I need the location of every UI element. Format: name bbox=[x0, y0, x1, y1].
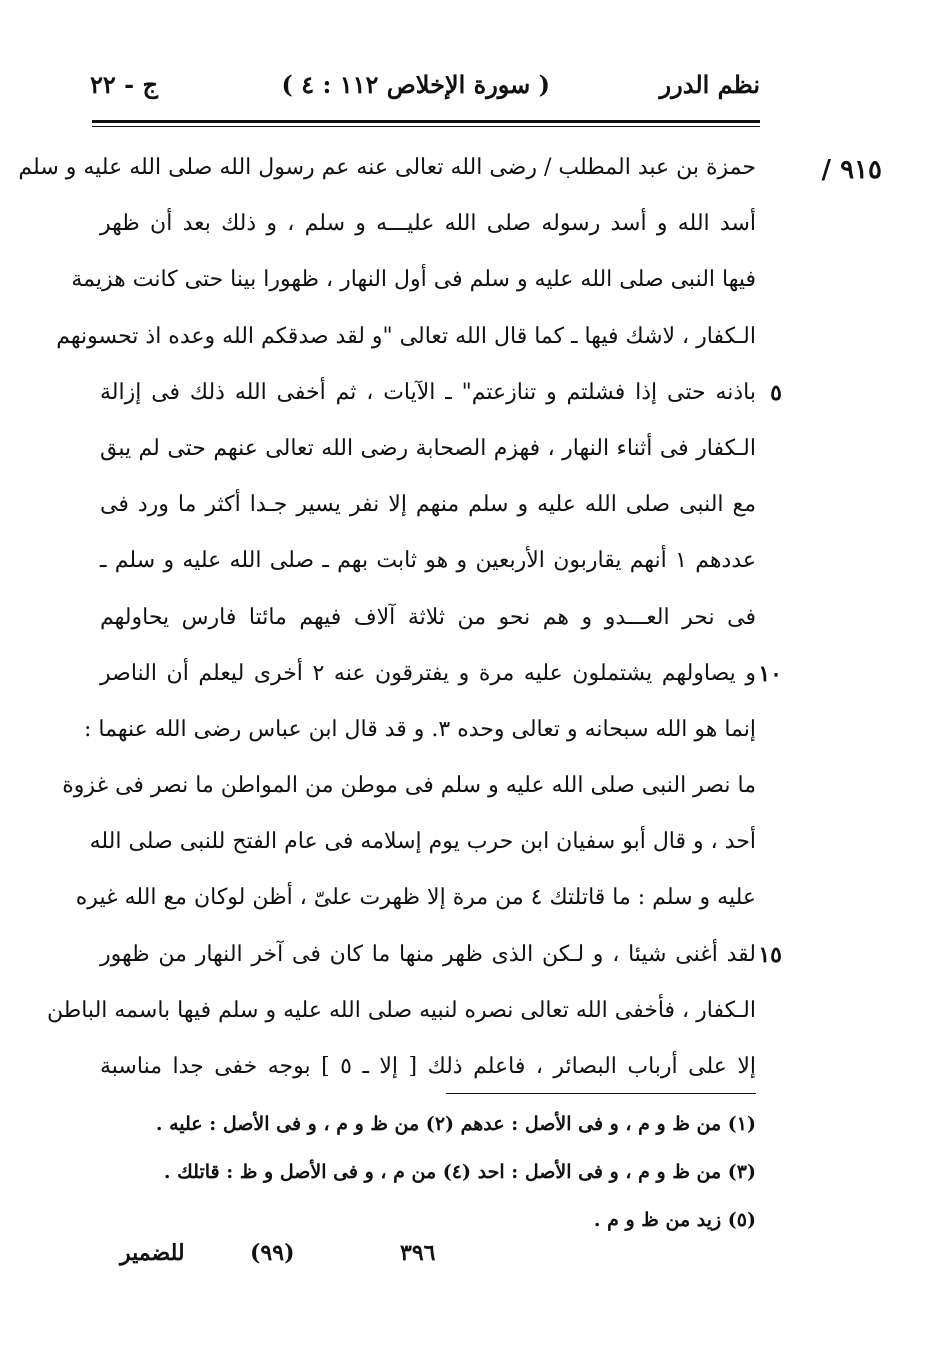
line-number-15: ١٥ bbox=[758, 941, 782, 968]
text-line: أحد ، و قال أبو سفيان ابن حرب يوم إسلامه فى عام الفتح للنبى صلى الله bbox=[89, 829, 756, 855]
text-line: حمزة بن عبد المطلب / رضى الله تعالى عنه عم رسول الله صلى الله عليه و سلم bbox=[18, 155, 756, 180]
volume-number: ج - ٢٢ bbox=[90, 70, 158, 99]
text-line: ما نصر النبى صلى الله عليه و سلم فى موطن من المواطن ما نصر فى غزوة bbox=[62, 773, 756, 799]
footnote-divider bbox=[446, 1093, 756, 1094]
line-number-10: ١٠ bbox=[758, 660, 782, 687]
book-title: نظم الدرر bbox=[659, 70, 760, 99]
text-line: باذنه حتى إذا فشلتم و تنازعتم" ـ الآيات ، ثم أخفى الله ذلك فى إزالة bbox=[100, 379, 756, 405]
footnote: (٣) من ظ و م ، و فى الأصل : احد (٤) من م ، و فى الأصل و ظ : قاتلك . bbox=[163, 1161, 756, 1183]
sheet-number: (٩٩) bbox=[250, 1240, 295, 1266]
page-footer bbox=[100, 1240, 756, 1280]
footnote: (١) من ظ و م ، و فى الأصل : عدهم (٢) من ظ و م ، و فى الأصل : عليه . bbox=[155, 1113, 756, 1135]
catchword: للضمير bbox=[120, 1240, 185, 1266]
header-rule-thick bbox=[92, 120, 760, 123]
surah-reference: ( سورة الإخلاص ١١٢ : ٤ ) bbox=[281, 70, 550, 99]
text-line: الـكفار ، فأخفى الله تعالى نصره لنبيه صلى الله عليه و سلم فيها باسمه الباطن bbox=[46, 997, 756, 1023]
line-number-5: ٥ bbox=[770, 379, 782, 406]
text-line: مع النبى صلى الله عليه و سلم منهم إلا نفر يسير جـدا أكثر ما ورد فى bbox=[100, 492, 756, 518]
footnote: (٥) زيد من ظ و م . bbox=[593, 1209, 756, 1231]
page-number: ٣٩٦ bbox=[400, 1240, 436, 1266]
manuscript-folio-mark: ٩١٥ / bbox=[821, 155, 882, 185]
main-text bbox=[18, 140, 757, 1095]
footnotes bbox=[100, 1100, 756, 1244]
text-line: الـكفار فى أثناء النهار ، فهزم الصحابة رضى الله تعالى عنهم حتى لم يبق bbox=[100, 435, 756, 461]
text-line: و يصاولهم يشتملون عليه مرة و يفترقون عنه ٢ أخرى ليعلم أن الناصر bbox=[100, 660, 757, 686]
text-line: الـكفار ، لاشك فيها ـ كما قال الله تعالى "و لقد صدقكم الله وعده اذ تحسونهم bbox=[56, 323, 756, 349]
text-line: فيها النبى صلى الله عليه و سلم فى أول النهار ، ظهورا بينا حتى كانت هزيمة bbox=[71, 267, 756, 293]
text-line: أسد الله و أسد رسوله صلى الله عليـــه و سلم ، و ذلك بعد أن ظهر bbox=[100, 211, 756, 237]
text-line: إنما هو الله سبحانه و تعالى وحده ٣. و قد قال ابن عباس رضى الله عنهما : bbox=[84, 716, 756, 742]
text-line: عليه و سلم : ما قاتلتك ٤ من مرة إلا ظهرت علىّ ، أظن لوكان مع الله غيره bbox=[75, 885, 756, 911]
text-line: عددهم ١ أنهم يقاربون الأربعين و هو ثابت بهم ـ صلى الله عليه و سلم ـ bbox=[100, 548, 756, 574]
text-line: إلا على أرباب البصائر ، فاعلم ذلك [ إلا ـ ٥ ] بوجه خفى جدا مناسبة bbox=[100, 1054, 756, 1079]
text-line: فى نحر العـــدو و هم نحو من ثلاثة آلاف فيهم مائتا فارس يحاولهم bbox=[100, 604, 756, 630]
page-header bbox=[90, 70, 760, 110]
text-line: لقد أغنى شيئا ، و لـكن الذى ظهر منها ما كان فى آخر النهار من ظهور bbox=[100, 941, 756, 967]
header-rule-thin bbox=[92, 126, 760, 127]
